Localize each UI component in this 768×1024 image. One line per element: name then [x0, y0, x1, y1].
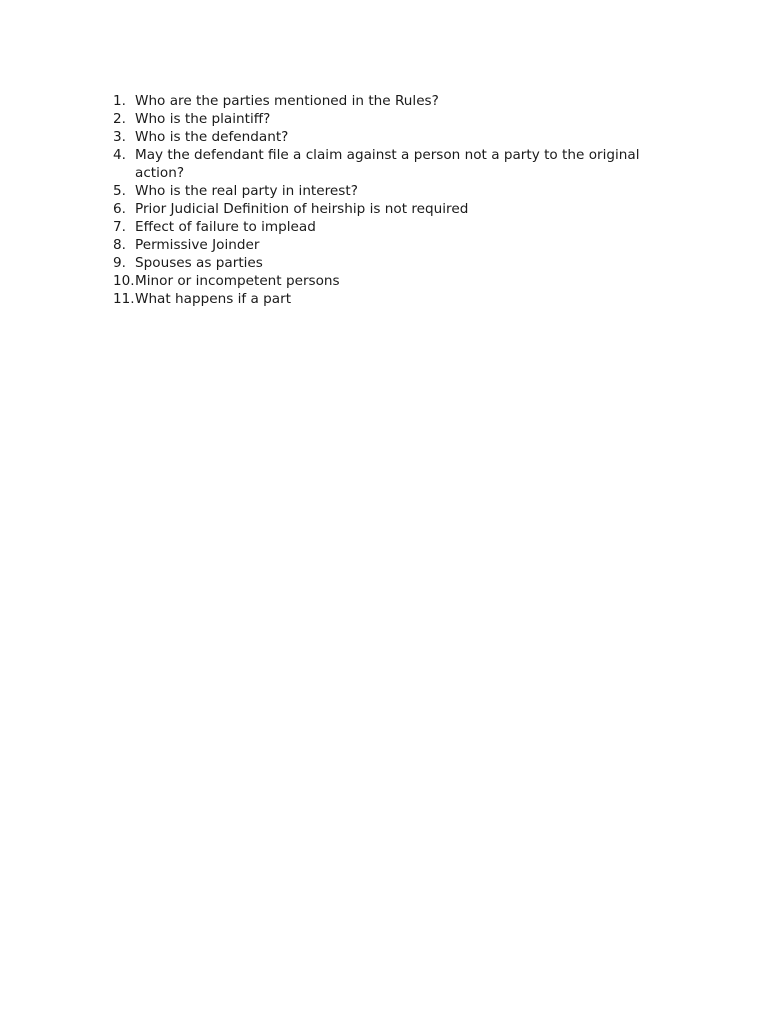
list-item-number: 1. [113, 93, 126, 109]
list-item [113, 218, 673, 236]
list-item [113, 200, 673, 218]
list-item-number: 11. [113, 291, 135, 307]
list-item-text: Who is the real party in interest? [135, 183, 358, 199]
list-item [113, 272, 673, 290]
list-item-number: 5. [113, 183, 126, 199]
list-item-number: 8. [113, 237, 126, 253]
list-item [113, 110, 673, 128]
list-item-text: Who is the defendant? [135, 129, 289, 145]
list-item-number: 7. [113, 219, 126, 235]
list-item [113, 146, 673, 182]
list-item-number: 6. [113, 201, 126, 217]
list-item-text: Permissive Joinder [135, 237, 260, 253]
list-item-number: 2. [113, 111, 126, 127]
list-item-number: 3. [113, 129, 126, 145]
list-item [113, 182, 673, 200]
list-item [113, 254, 673, 272]
list-item-text: Prior Judicial Definition of heirship is not required [135, 201, 469, 217]
list-item-number: 9. [113, 255, 126, 271]
list-item-number: 4. [113, 147, 126, 163]
list-item-text: Who are the parties mentioned in the Rules? [135, 93, 439, 109]
list-item [113, 128, 673, 146]
list-item-text: Minor or incompetent persons [135, 273, 340, 289]
numbered-question-list [113, 92, 673, 308]
list-item [113, 92, 673, 110]
list-item [113, 236, 673, 254]
list-item-number: 10. [113, 273, 135, 289]
list-item-text: May the defendant file a claim against a person not a party to the original action? [135, 147, 640, 181]
list-item-text: What happens if a part [135, 291, 292, 307]
list-item-text: Effect of failure to implead [135, 219, 316, 235]
list-item-text: Who is the plaintiff? [135, 111, 271, 127]
list-item [113, 290, 673, 308]
list-item-text: Spouses as parties [135, 255, 263, 271]
